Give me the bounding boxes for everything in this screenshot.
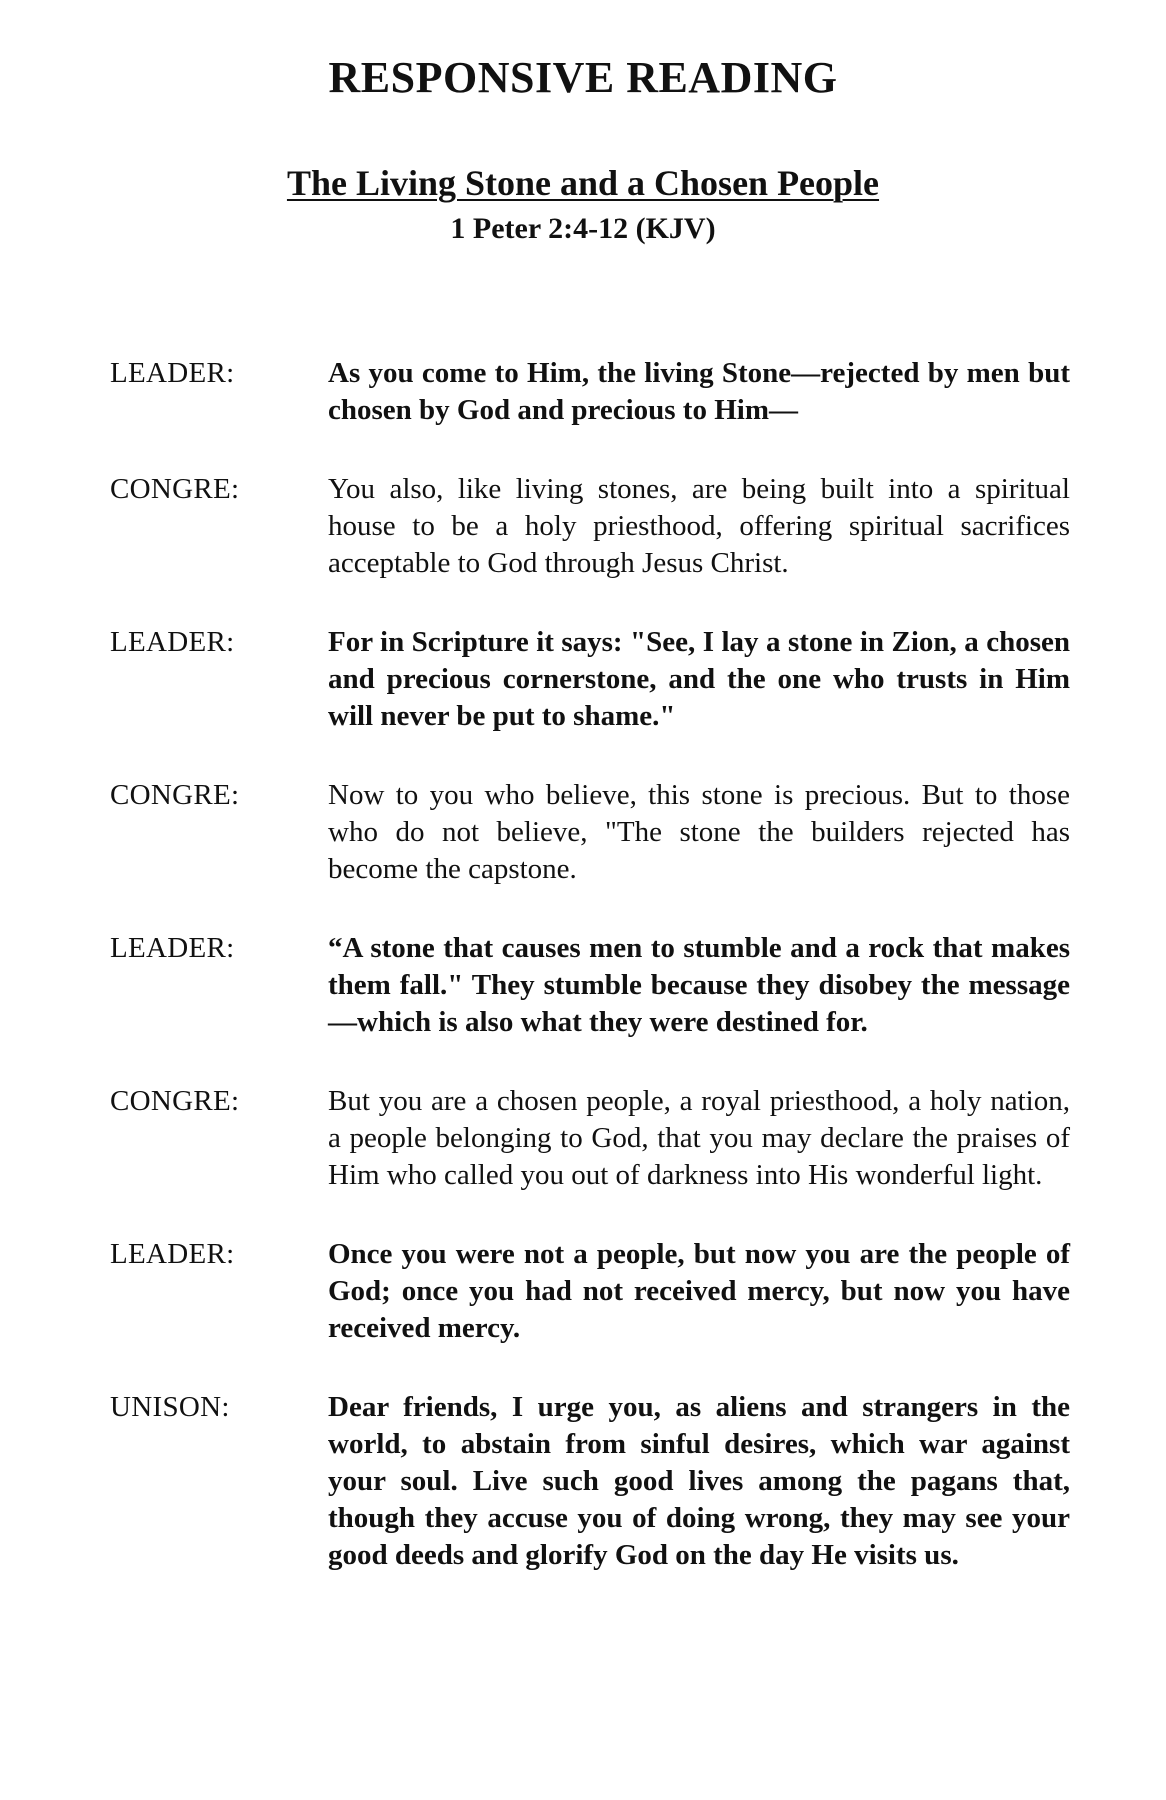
passage-text: Dear friends, I urge you, as aliens and strangers in the world, to abstain from sinful desires, which war against your soul. Live such good lives among the pagans that, though they accuse you of doing wrong, they may see your good deeds and glorify God on the day He visits us. bbox=[328, 1391, 1070, 1571]
speaker-label: LEADER: bbox=[110, 626, 235, 658]
passage-text: Once you were not a people, but now you are the people of God; once you had not received mercy, but now you have received mercy. bbox=[328, 1238, 1070, 1344]
reading-subtitle bbox=[0, 162, 1166, 204]
scripture-reference: 1 Peter 2:4-12 (KJV) bbox=[450, 212, 716, 245]
speaker-label: LEADER: bbox=[110, 932, 235, 964]
passage-text: For in Scripture it says: "See, I lay a stone in Zion, a chosen and precious cornerstone, and the one who trusts in Him will never be put to shame." bbox=[328, 626, 1070, 732]
reading-row-6 bbox=[110, 1083, 1070, 1194]
reading-row-2 bbox=[110, 471, 1070, 582]
reading-row-3 bbox=[110, 624, 1070, 735]
passage-text: Now to you who believe, this stone is precious. But to those who do not believe, "The stone the builders rejected has become the capstone. bbox=[328, 779, 1070, 885]
speaker-label: LEADER: bbox=[110, 357, 235, 389]
reading-row-7 bbox=[110, 1236, 1070, 1347]
reading-row-8 bbox=[110, 1389, 1070, 1574]
speaker-label: UNISON: bbox=[110, 1391, 230, 1423]
speaker-label: CONGRE: bbox=[110, 473, 240, 505]
page-title: RESPONSIVE READING bbox=[328, 53, 838, 102]
reading-list bbox=[110, 355, 1070, 1616]
reading-subtitle-text: The Living Stone and a Chosen People bbox=[286, 163, 880, 203]
speaker-label: LEADER: bbox=[110, 1238, 235, 1270]
speaker-label: CONGRE: bbox=[110, 779, 240, 811]
passage-text: You also, like living stones, are being built into a spiritual house to be a holy priesthood, offering spiritual sacrifices acceptable to God through Jesus Christ. bbox=[328, 473, 1070, 579]
passage-text: As you come to Him, the living Stone—rejected by men but chosen by God and precious to Him— bbox=[328, 357, 1070, 426]
reading-row-4 bbox=[110, 777, 1070, 888]
passage-text: But you are a chosen people, a royal priesthood, a holy nation, a people belonging to God, that you may declare the praises of Him who called you out of darkness into His wonderful light. bbox=[328, 1085, 1070, 1191]
reading-row-1 bbox=[110, 355, 1070, 429]
reading-row-5 bbox=[110, 930, 1070, 1041]
passage-text: “A stone that causes men to stumble and a rock that makes them fall." They stumble because they disobey the message—which is also what they were destined for. bbox=[328, 932, 1070, 1038]
speaker-label: CONGRE: bbox=[110, 1085, 240, 1117]
